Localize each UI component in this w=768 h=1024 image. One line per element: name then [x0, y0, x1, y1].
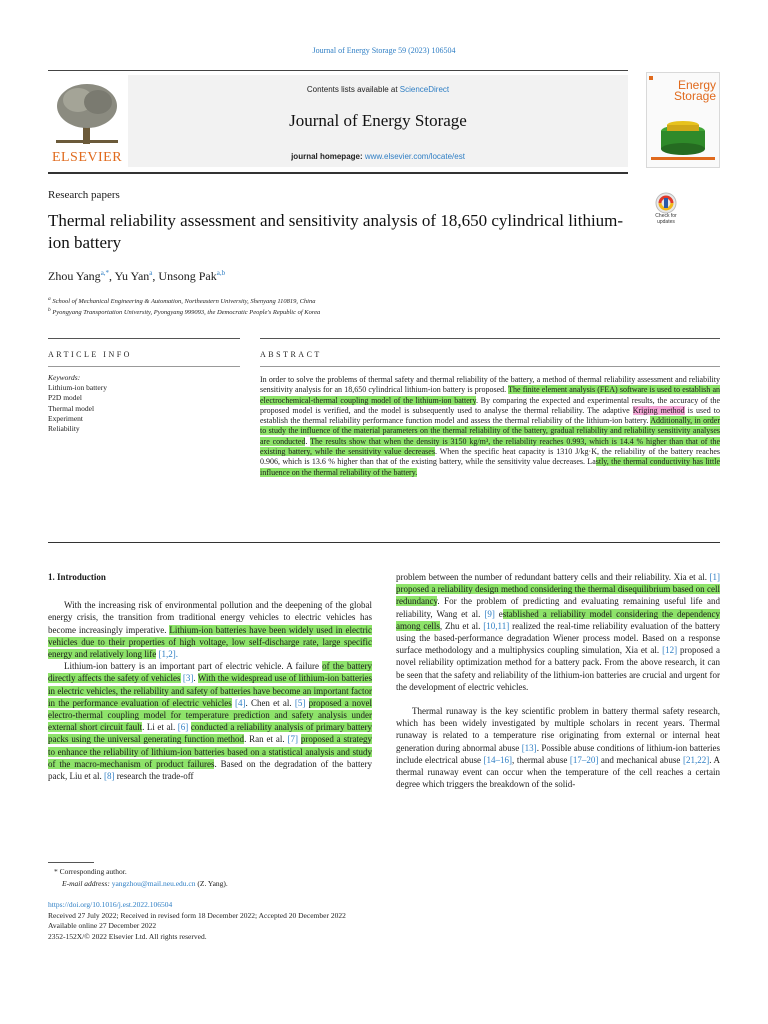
citation-link[interactable]: [8] [103, 771, 115, 782]
body-column-left [48, 571, 372, 782]
affiliation-mark: a [48, 296, 51, 302]
highlighted-text: With the widespread use of lithium-ion batteries in electric vehicles, the reliability and safety of batteries have become an important factor in the performance evaluation of electric vehicles [48, 673, 372, 708]
text-run: . When the specific heat capacity is 1310 J/kg·K, the reliability of the battery reaches 0.906, which is 13.6 % higher than that of the existing battery, while the sensitivity value decreases. La [260, 447, 720, 467]
highlighted-text: proposed a strategy to enhance the reliability of lithium-ion batteries based on a statistical analysis and study of the macro-mechanism of product failures [48, 734, 373, 769]
journal-header [48, 70, 628, 168]
text-run: . Based on the degradation of the battery pack, Liu et al. [48, 758, 372, 782]
text-run: . Chen et al. [245, 697, 295, 708]
keywords-block [48, 373, 238, 434]
author-separator: , [152, 269, 159, 283]
text-run: Lithium-ion battery is an important part of electric vehicle. A failure [64, 661, 323, 672]
footnote-rule [48, 862, 94, 863]
highlighted-text-pink: Kriging method [632, 405, 685, 415]
text-run: . [305, 436, 311, 446]
keywords-label: Keywords: [48, 373, 81, 382]
elsevier-wordmark: ELSEVIER [51, 150, 123, 165]
corresponding-author-note [48, 866, 448, 878]
text-run: e [494, 608, 503, 619]
citation-link[interactable]: [7] [287, 734, 298, 745]
body-paragraph [396, 571, 720, 693]
check-updates-label: Check for updates [655, 213, 677, 225]
text-run: . A thermal runaway event can occur when the temperature of the cell reaches a certain degree which triggers the breakdown of the solid- [396, 754, 720, 790]
text-run: . [193, 673, 198, 684]
affiliation-text: Pyongyang Transportation University, Pyongyang 999093, the Democratic People's Republic of Korea [52, 309, 321, 317]
citation-link[interactable]: [21,22] [682, 754, 710, 765]
citation-link[interactable]: [13] [521, 742, 537, 753]
asterisk-mark: * [54, 867, 58, 876]
contents-line [128, 85, 628, 94]
body-paragraph [48, 660, 372, 782]
journal-cover[interactable] [646, 72, 720, 168]
homepage-line [128, 152, 628, 161]
check-updates-icon [650, 192, 682, 214]
affiliation-mark: b [48, 307, 51, 313]
affiliation-a [48, 296, 316, 305]
homepage-label: journal homepage: [291, 152, 365, 161]
author-affiliation-mark[interactable]: a,* [100, 269, 110, 277]
available-online: Available online 27 December 2022 [48, 921, 157, 930]
corresponding-text: Corresponding author. [59, 867, 127, 876]
author-name[interactable]: Yu Yan [114, 269, 150, 283]
citation-link[interactable]: [1] [709, 572, 720, 582]
abstract-heading: ABSTRACT [260, 350, 322, 359]
text-run: , thermal abuse [512, 754, 570, 765]
text-run: . Possible abuse conditions of lithium-ion batteries include electrical abuse [396, 742, 720, 765]
header-rule [48, 70, 628, 71]
body-paragraph [48, 599, 372, 660]
text-run: realized the real-time reliability evaluation of the battery using the based-performance degradation Wiener process model. Based on a response surface methodology and a multiphysics coupling simulation, Xia et al. [396, 620, 720, 656]
text-run: is used to establish the thermal reliability performance function model and assess the thermal reliability of the lithium-ion battery. [260, 405, 720, 426]
author-name[interactable]: Unsong Pak [158, 269, 217, 283]
cover-battery-illustration [647, 73, 719, 167]
article-info-heading: ARTICLE INFO [48, 350, 132, 359]
highlighted-text: proposed a reliability design method considering the thermal disequilibrium based on cell redundancy [396, 584, 720, 607]
affiliation-text: School of Mechanical Engineering & Automation, Northeastern University, Shenyang 110819, China [52, 298, 316, 306]
author-affiliation-mark[interactable]: a,b [216, 269, 226, 277]
divider [48, 366, 240, 367]
text-run: proposed a novel reliability optimization method for a battery pack. From the above research, it can be seen that the safety and reliability of the lithium-ion batteries are crucial and urgent for the development of electric vehicles. [396, 645, 720, 692]
text-run: With the increasing risk of environmental pollution and the deepening of the global energy crisis, the transition from traditional energy vehicles to electric vehicles has become increasingly imperative. [48, 600, 372, 635]
text-run: problem between the number of redundant battery cells and their reliability. Xia et al. [396, 572, 710, 582]
citation-link[interactable]: [12] [662, 645, 678, 656]
citation-link[interactable]: [17–20] [569, 754, 599, 765]
paper-title: Thermal reliability assessment and sensitivity analysis of 18,650 cylindrical lithium-ion battery [48, 211, 624, 252]
contents-prefix: Contents lists available at [306, 85, 400, 94]
homepage-link[interactable]: www.elsevier.com/locate/est [364, 152, 465, 161]
citation-link[interactable]: [14–16] [483, 754, 513, 765]
text-run: . Ran et al. [244, 734, 288, 745]
article-metadata [48, 900, 568, 942]
text-run: research the trade-off [114, 771, 194, 782]
divider [260, 338, 720, 339]
author-name[interactable]: Zhou Yang [48, 269, 101, 283]
highlighted-text: proposed a novel electro-thermal coupling model for temperature prediction and safety analysis under external short circuit fault [48, 697, 373, 733]
footnotes [48, 866, 448, 890]
keyword: Thermal model [48, 403, 95, 413]
citation-link[interactable]: [4] [231, 697, 246, 708]
section-divider [48, 542, 720, 543]
citation-link[interactable]: [5] [294, 697, 306, 708]
cover-title-line-1: Energy [677, 78, 716, 92]
citation-link[interactable]: [9] [484, 608, 495, 619]
body-paragraph [396, 705, 720, 790]
cover-title-line-2: Storage [673, 89, 716, 103]
highlighted-text: Lithium-ion batteries have been widely used in electric vehicles due to their properties of high voltage, low self-discharge rate, large specific energy and relatively long life [48, 624, 373, 660]
highlighted-text: stablished a reliability model considering the dependency among cells [396, 608, 720, 631]
doi-link[interactable]: https://doi.org/10.1016/j.est.2022.106504 [48, 900, 173, 909]
journal-title: Journal of Energy Storage [289, 111, 467, 130]
highlighted-text: Additionally, in order to study the influence of the material parameters on the thermal reliability of the battery, gradual reliability and reliability sensitivity analyses are conducted [260, 416, 720, 446]
divider [260, 366, 720, 367]
text-run: In order to solve the problems of thermal safety and thermal reliability of the battery, a method of thermal reliability assessment and reliability sensitivity analysis for an 18,650 cylindrical lithium-ion battery is proposed. [260, 375, 720, 395]
header-bottom-rule [48, 172, 628, 174]
highlighted-text: of the battery directly affects the safety of vehicles [48, 661, 372, 684]
highlighted-text: The finite element analysis (FEA) software is used to establish an electrochemical-thermal coupling model of the lithium-ion battery [260, 385, 720, 405]
received-dates: Received 27 July 2022; Received in revised form 18 December 2022; Accepted 20 December 2022 [48, 910, 346, 920]
text-run: Thermal runaway is the key scientific problem in battery thermal safety research, which has been widely investigated by multiple scholars in recent years. Thermal runaway is related to a temperature rise originating from external or internal heat generation during abnormal abuse [396, 706, 720, 753]
email-line [62, 878, 448, 890]
sciencedirect-link[interactable]: ScienceDirect [399, 85, 450, 94]
text-run: . For the problem of predicting and evaluating remaining useful life and reliability, Wang et al. [396, 596, 720, 619]
divider [48, 338, 240, 339]
running-head[interactable]: Journal of Energy Storage 59 (2023) 106504 [312, 46, 456, 55]
highlighted-text: stly, the thermal conductivity has little influence on the thermal reliability of the battery. [260, 457, 720, 477]
copyright: 2352-152X/© 2022 Elsevier Ltd. All rights reserved. [48, 931, 207, 941]
keyword: P2D model [48, 393, 82, 403]
author-affiliation-mark[interactable]: a [149, 269, 153, 277]
header-band [128, 75, 628, 167]
keyword: Experiment [48, 413, 83, 423]
abstract-text [260, 375, 720, 478]
check-for-updates-badge[interactable] [650, 192, 682, 230]
email-label: E-mail address: [62, 879, 110, 888]
highlighted-text: conducted a reliability analysis of primary battery packs using the universal generating function method [48, 722, 373, 745]
keyword: Reliability [48, 424, 80, 434]
body-column-right [396, 571, 720, 790]
author-list [48, 269, 225, 284]
text-run: and mechanical abuse [598, 754, 683, 765]
email-suffix: (Z. Yang). [197, 879, 228, 888]
text-run: . Li et al. [142, 722, 178, 733]
keyword: Lithium-ion battery [48, 383, 107, 393]
author-separator: , [109, 269, 115, 283]
citation-link[interactable]: [6] [177, 722, 189, 733]
article-type: Research papers [48, 189, 120, 201]
citation-link[interactable]: [1,2]. [156, 649, 179, 660]
affiliation-b [48, 307, 320, 316]
highlighted-text: The results show that when the density is 3150 kg/m³, the reliability reaches 0.993, which is 14.4 % higher than that of the existing battery, while the sensitivity value decreases [260, 436, 720, 457]
section-heading-introduction: 1. Introduction [48, 572, 106, 582]
citation-link[interactable]: [3] [180, 673, 194, 684]
text-run: , Zhu et al. [439, 620, 484, 631]
email-link[interactable]: yangzhou@mail.neu.edu.cn [111, 879, 196, 888]
text-run: . By comparing the expected and experimental results, the accuracy of the proposed model is verified, and the model is subsequently used to analyse the thermal reliability. The adaptive [260, 395, 720, 415]
citation-link[interactable]: [10,11] [483, 620, 510, 631]
